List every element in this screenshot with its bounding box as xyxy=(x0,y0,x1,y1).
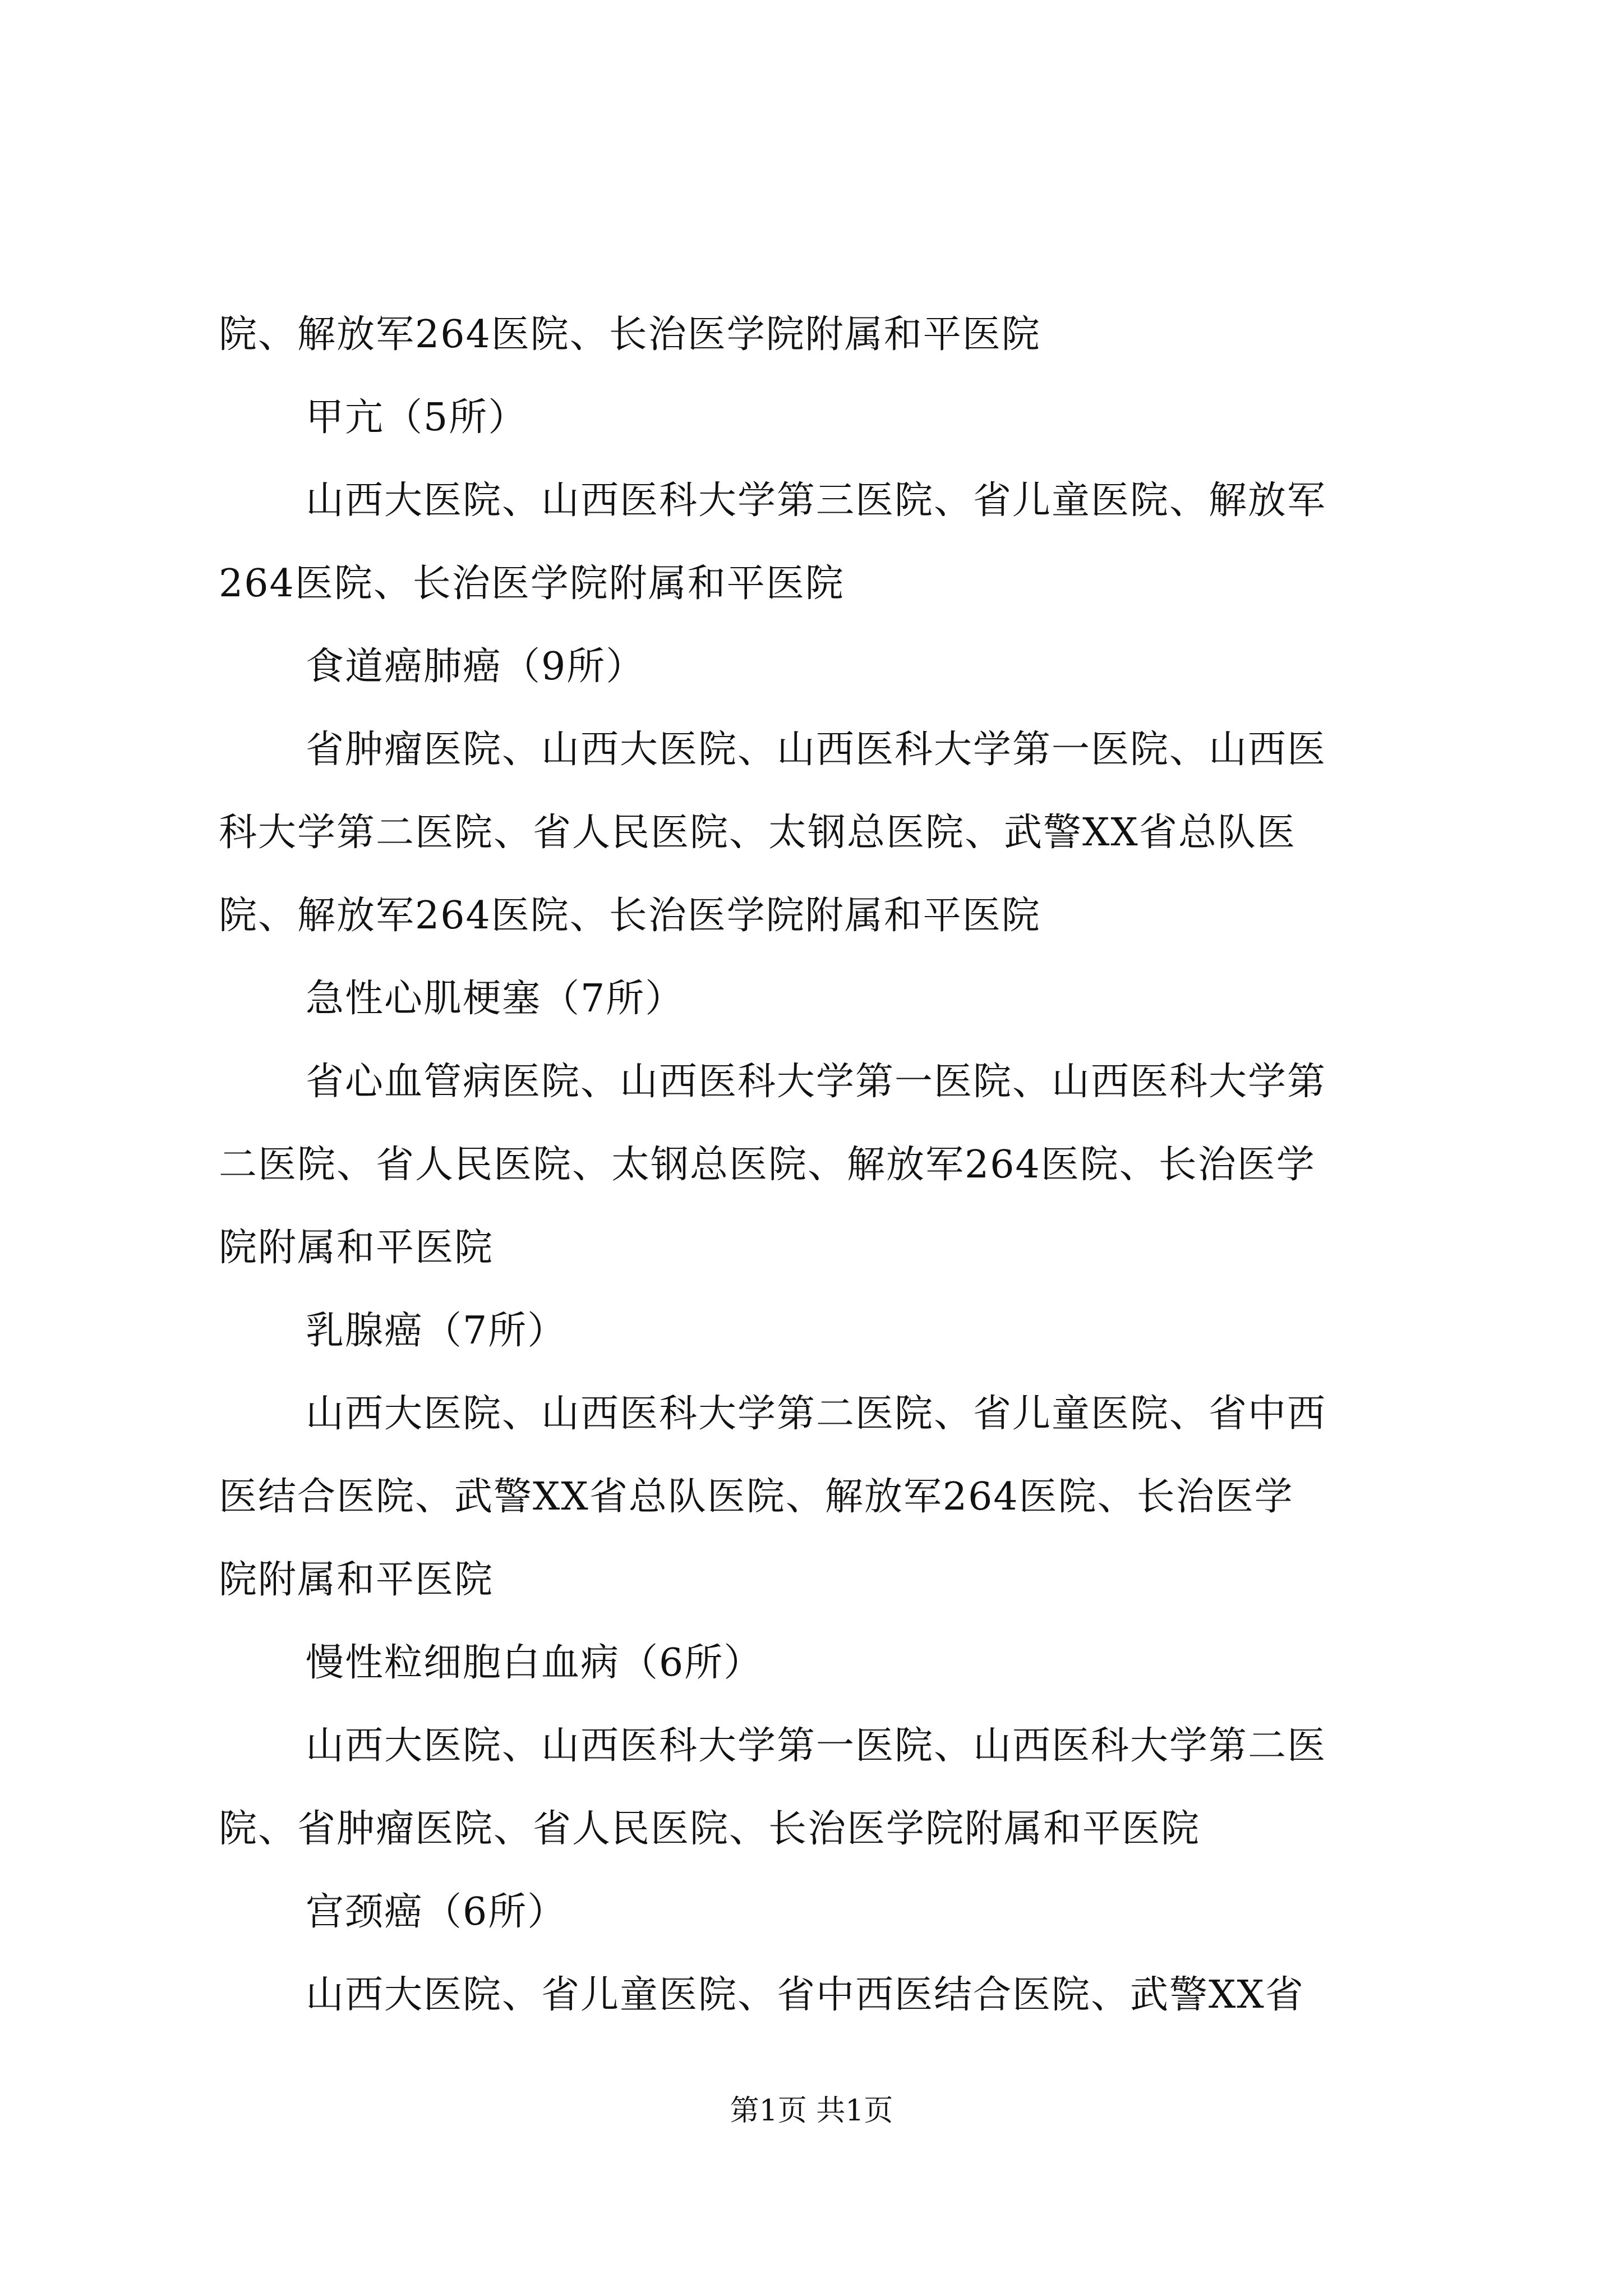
text-line: 山西大医院、山西医科大学第二医院、省儿童医院、省中西 xyxy=(306,1392,1327,1436)
text-line: 院、省肿瘤医院、省人民医院、长治医学院附属和平医院 xyxy=(219,1807,1201,1851)
text-line: 院附属和平医院 xyxy=(219,1226,494,1270)
text-line: 山西大医院、省儿童医院、省中西医结合医院、武警XX省 xyxy=(306,1973,1304,2017)
section-heading: 甲亢（5所） xyxy=(306,395,528,440)
text-line: 医结合医院、武警XX省总队医院、解放军264医院、长治医学 xyxy=(219,1475,1294,1519)
text-line: 省肿瘤医院、山西大医院、山西医科大学第一医院、山西医 xyxy=(306,728,1327,772)
text-line: 科大学第二医院、省人民医院、太钢总医院、武警XX省总队医 xyxy=(219,811,1296,855)
section-heading: 食道癌肺癌（9所） xyxy=(306,645,645,689)
text-line: 院、解放军264医院、长治医学院附属和平医院 xyxy=(219,312,1041,357)
section-heading: 慢性粒细胞白血病（6所） xyxy=(306,1641,763,1685)
text-line: 山西大医院、山西医科大学第一医院、山西医科大学第二医 xyxy=(306,1724,1327,1768)
section-heading: 乳腺癌（7所） xyxy=(306,1309,567,1353)
text-line: 院、解放军264医院、长治医学院附属和平医院 xyxy=(219,894,1041,938)
text-line: 264医院、长治医学院附属和平医院 xyxy=(219,562,845,606)
page-number-footer: 第1页 共1页 xyxy=(730,2094,893,2128)
section-heading: 急性心肌梗塞（7所） xyxy=(306,977,685,1021)
text-line: 二医院、省人民医院、太钢总医院、解放军264医院、长治医学 xyxy=(219,1143,1316,1187)
text-line: 山西大医院、山西医科大学第三医院、省儿童医院、解放军 xyxy=(306,478,1327,523)
section-heading: 宫颈癌（6所） xyxy=(306,1890,567,1934)
text-line: 省心血管病医院、山西医科大学第一医院、山西医科大学第 xyxy=(306,1060,1327,1104)
text-line: 院附属和平医院 xyxy=(219,1558,494,1602)
